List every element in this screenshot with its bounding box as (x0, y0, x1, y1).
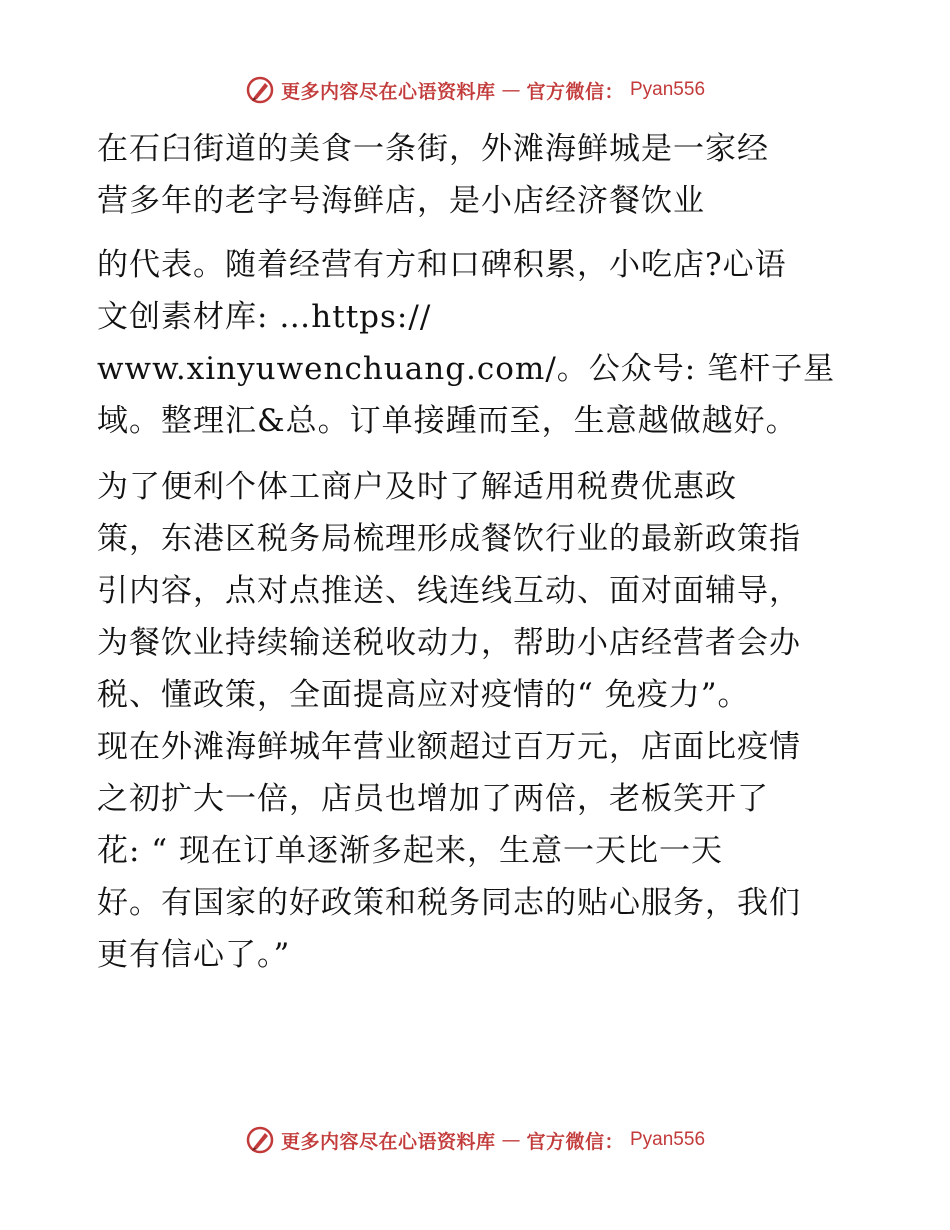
watermark-text: 更多内容尽在心语资料库 (280, 80, 496, 103)
footer-watermark (0, 1120, 950, 1160)
text-line: 为餐饮业持续输送税收动力，帮助小店经营者会办 (97, 625, 801, 661)
text-line: 之初扩大一倍，店员也增加了两倍，老板笑开了 (97, 781, 769, 817)
text-line: 为了便利个体工商户及时了解适用税费优惠政 (97, 469, 737, 505)
text-line: 引内容，点对点推送、线连线互动、面对面辅导， (97, 573, 801, 609)
watermark-separator: — (501, 79, 521, 101)
watermark-separator: — (501, 1129, 521, 1151)
text-line: 策，东港区税务局梳理形成餐饮行业的最新政策指 (97, 521, 801, 557)
watermark-text: 更多内容尽在心语资料库 (280, 1130, 496, 1153)
text-line: 好。有国家的好政策和税务同志的贴心服务，我们 (97, 885, 801, 921)
text-line: 税、懂政策，全面提高应对疫情的“ 免疫力”。 (97, 677, 750, 713)
quill-pen-logo-icon (245, 1125, 275, 1155)
text-line: 更有信心了。” (97, 937, 291, 973)
text-line: 花: “ 现在订单逐渐多起来，生意一天比一天 (97, 833, 723, 869)
header-watermark (0, 70, 950, 110)
watermark-wechat-label: 官方微信： (526, 80, 624, 103)
text-line: www.xinyuwenchuang.com/。公众号: 笔杆子星 (97, 351, 836, 387)
watermark-wechat-id: Pyan556 (630, 79, 706, 100)
document-body (97, 123, 857, 981)
watermark-wechat-id: Pyan556 (630, 1129, 706, 1150)
text-line: 的代表。随着经营有方和口碑积累，小吃店?心语 (97, 247, 787, 283)
text-line: 域。整理汇&总。订单接踵而至，生意越做越好。 (97, 403, 798, 439)
quill-pen-logo-icon (245, 75, 275, 105)
text-line: 在石臼街道的美食一条街，外滩海鲜城是一家经 (97, 131, 769, 167)
text-line: 营多年的老字号海鲜店，是小店经济餐饮业 (97, 183, 705, 219)
text-line: 现在外滩海鲜城年营业额超过百万元，店面比疫情 (97, 729, 801, 765)
text-line: 文创素材库: …https:// (97, 299, 432, 335)
watermark-wechat-label: 官方微信： (526, 1130, 624, 1153)
